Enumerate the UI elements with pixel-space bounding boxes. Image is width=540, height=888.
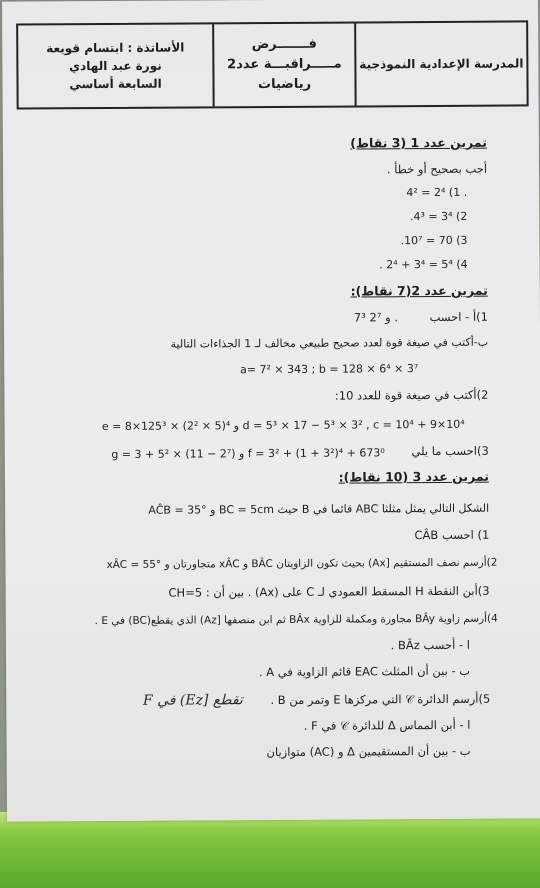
exercise-1-item-1: 4² = 2⁴ (1 .: [406, 185, 468, 200]
exercise-2-q1b: ب-أكتب في صيغة قوة لعدد صحيح طبيعي مخالف لـ 1 الجذاءات التالية: [170, 335, 489, 351]
exercise-2-q1: [354, 309, 488, 326]
exercise-2-q3-values: g = 3 + 5² × (11 − 2⁷) و f = 3² + (1 + 3²)⁴ + 673⁰: [111, 446, 385, 461]
exercise-3-q4b: ب - بين أن المثلث EAC قائم الزاوية في A .: [258, 663, 471, 680]
exercise-1-title: تمرين عدد 1 (3 نقاط): [350, 134, 487, 151]
exercise-1-instruction: أجب بصحيح أو خطأ .: [386, 161, 488, 177]
exercise-2-q1-values: 7³ و 2⁷ .: [353, 310, 398, 325]
exercise-2-q3: 3)احسب ما يلي: [411, 443, 489, 459]
exercise-3-q1: 1) احسب CÂB: [414, 527, 490, 543]
exercise-3-q5-text: 5)أرسم الدائرة 𝒞 التي مركزها E وتمر من B .: [270, 691, 491, 708]
exercise-2-q2-values: e = 8×125³ × (2² × 5)⁴ و d = 5³ × 17 − 5³ × 3² , c = 10⁴ + 9×10⁴: [101, 417, 465, 434]
exercise-3-q5b: ب - بين أن المستقيمين Δ و (AC) متوازيان: [266, 743, 471, 760]
header-test-cell: [212, 23, 354, 106]
exam-sheet: [2, 0, 540, 822]
exercise-3-title: تمرين عدد 3 (10 نقاط):: [338, 468, 489, 485]
exercise-3-q2: 2)أرسم نصف المستقيم [Ax) بحيث تكون الزاويتان BÂC و xÂC متجاورتان و xÂC = 55°: [106, 556, 498, 572]
school-name: المدرسة الإعدادية النموذجية: [359, 56, 524, 72]
exercise-3-q3: 3)أبن النقطة H المسقط العمودي لـ C على (Ax) . بين أن : CH=5: [168, 583, 490, 600]
header-school-cell: [354, 22, 526, 105]
exercise-1-item-4: . 2⁴ + 3⁴ = 5⁴ (4: [379, 257, 468, 272]
header-box: [16, 20, 529, 109]
exercise-1-item-2: .4³ = 3⁴ (2: [409, 209, 468, 224]
header-teacher-cell: [18, 24, 212, 107]
test-subtitle: مـــــراقبـــة عدد2: [227, 56, 342, 73]
exercise-3-q5a: ا - أبن المماس Δ للدائرة 𝒞 في F .: [303, 717, 471, 733]
test-title: فـــــــرض: [251, 36, 317, 53]
exercise-3-q5-handwritten: تقطع [Ez) في F: [142, 692, 243, 709]
exercise-3-q4: 4)أرسم زاوية BÂy مجاورة ومكملة للزاوية BÂx ثم ابن منصفها [Az) الذي يقطع(BC) في E .: [94, 612, 498, 628]
class-level: السابعة أساسي: [69, 76, 162, 92]
exercise-1-item-3: .10⁷ = 70 (3: [400, 233, 468, 248]
exercise-2-q1-label: 1)أ - احسب: [429, 309, 488, 325]
exercise-3-intro: الشكل التالي يمثل مثلثا ABC قائما في B حيث BC = 5cm و AĈB = 35°: [148, 501, 490, 517]
exercise-2-q1b-values: a= 7² × 343 ; b = 128 × 6⁴ × 3⁷: [240, 362, 419, 377]
exam-content: [21, 127, 498, 760]
exercise-3-q4a: ا - أحسب BÂz .: [390, 637, 470, 653]
teacher-name: الأساتذة : ابتسام قويعة: [46, 40, 185, 56]
background-cloth: [0, 812, 540, 888]
exercise-3-q5: [143, 691, 490, 709]
exercise-2-q2: 2)أكتب في صيغة قوة للعدد 10:: [334, 387, 489, 403]
exercise-2-title: تمرين عدد 2(7 نقاط):: [350, 282, 488, 299]
subject: رياضيات: [257, 76, 312, 93]
teacher-name-2: نورة عبد الهادي: [69, 58, 162, 74]
